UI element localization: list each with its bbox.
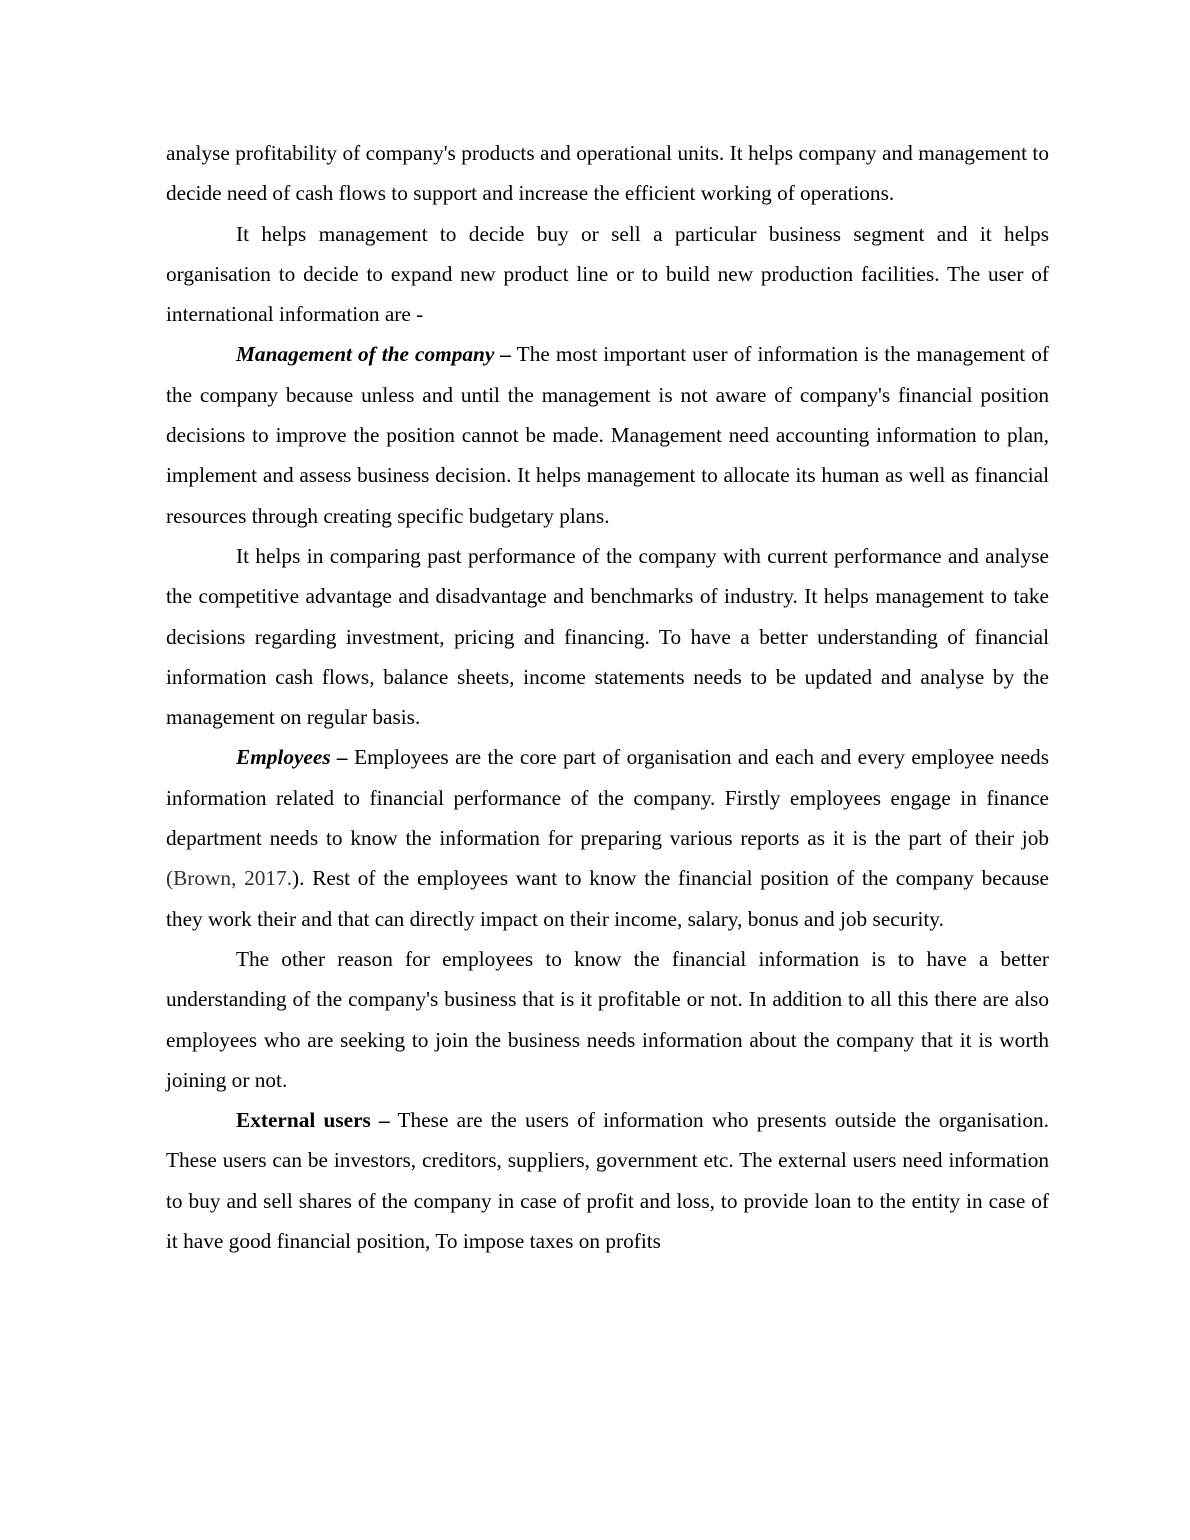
management-body: The most important user of information is the management of the company because unless and until the management is not aware of company's financial position decisions to improve the position cannot be made. Management need accounting information to plan, implement and assess business decision. It helps management to allocate its human as well as financial resources through creating specific budgetary plans. — [166, 342, 1049, 528]
paragraph-past-performance: It helps in comparing past performance of the company with current performance and analyse the competitive advantage and disadvantage and benchmarks of industry. It helps management to take decisions regarding investment, pricing and financing. To have a better understanding of financial information cash flows, balance sheets, income statements needs to be updated and analyse by the management on regular basis. — [166, 543, 1049, 730]
paragraph-management — [166, 334, 1049, 535]
heading-external-users: External users – — [236, 1108, 390, 1133]
paragraph-employees — [166, 737, 1049, 938]
employees-body-b: ). Rest of the employees want to know the financial position of the company because they work their and that can directly impact on their income, salary, bonus and job security. — [166, 866, 1049, 931]
paragraph-employees-reason: The other reason for employees to know the financial information is to have a better understanding of the company's business that is it profitable or not. In addition to all this there are also employees who are seeking to join the business needs information about the company that it is worth joining or not. — [166, 946, 1049, 1092]
external-users-body: These are the users of information who presents outside the organisation. These users can be investors, creditors, suppliers, government etc. The external users need information to buy and sell shares of the company in case of profit and loss, to provide loan to the entity in case of it have good financial position, To impose taxes on profits — [166, 1108, 1049, 1254]
heading-employees: Employees – — [236, 745, 348, 770]
document-page — [166, 133, 1049, 1261]
paragraph-business-segment: It helps management to decide buy or sell a particular business segment and it helps organisation to decide to expand new product line or to build new production facilities. The user of international information are - — [166, 221, 1049, 327]
citation: (Brown, 2017. — [166, 866, 293, 891]
paragraph-external-users — [166, 1100, 1049, 1261]
heading-management: Management of the company – — [236, 342, 512, 367]
paragraph-profitability: analyse profitability of company's products and operational units. It helps company and management to decide need of cash flows to support and increase the efficient working of operations. — [166, 141, 1049, 206]
employees-body-a: Employees are the core part of organisation and each and every employee needs information related to financial performance of the company. Firstly employees engage in finance department needs to know the information for preparing various reports as it is the part of their job — [166, 745, 1049, 851]
